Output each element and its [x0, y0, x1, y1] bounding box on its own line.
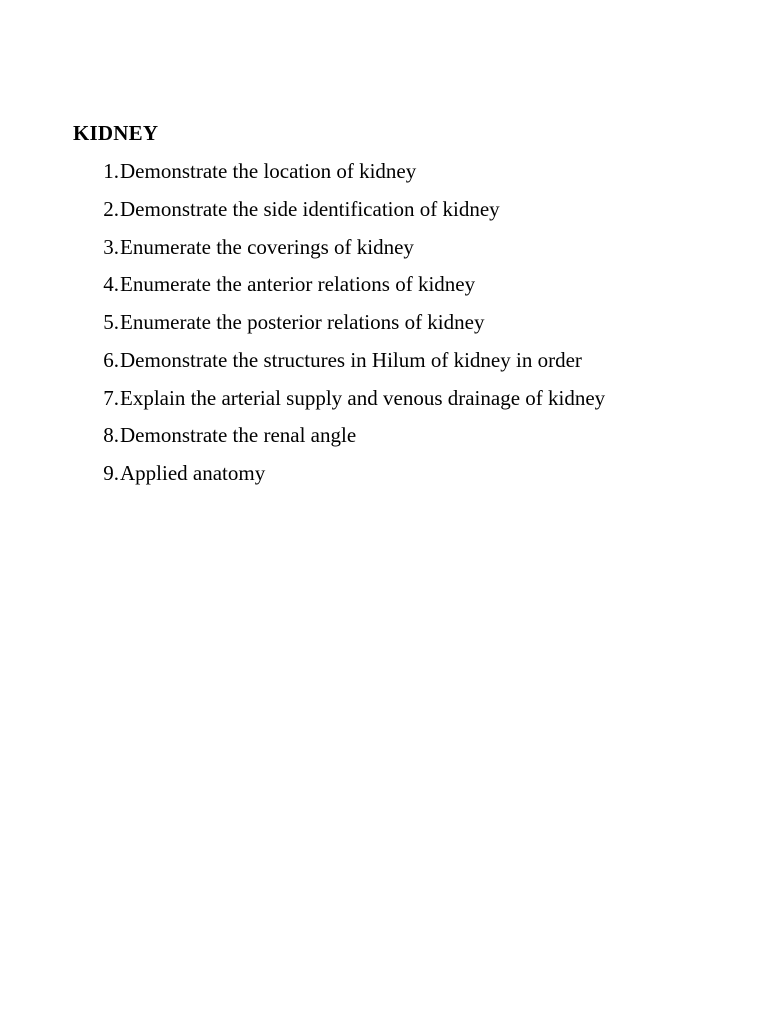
- list-item: [73, 421, 713, 459]
- list-item-number: 1.: [103, 159, 119, 183]
- list-item-text: Demonstrate the renal angle: [120, 423, 357, 448]
- list-item-number: 5.: [103, 310, 119, 334]
- list-item-text: Demonstrate the location of kidney: [120, 159, 417, 183]
- list-item: [73, 308, 713, 346]
- list-item: [73, 459, 713, 497]
- list-item-text: Demonstrate the side identification of kidney: [120, 196, 500, 221]
- list-item-text: Explain the arterial supply and venous drainage of kidney: [120, 385, 606, 410]
- list-item: [73, 233, 713, 271]
- list-item-number: 4.: [103, 272, 119, 297]
- document-content: [73, 119, 713, 497]
- list-item: [73, 270, 713, 308]
- list-item-number: 8.: [103, 423, 119, 448]
- list-item-number: 3.: [103, 234, 119, 259]
- list-item-number: 9.: [103, 461, 119, 485]
- list-item: [73, 346, 713, 384]
- list-item: [73, 195, 713, 233]
- list-item: [73, 384, 713, 422]
- list-item-text: Applied anatomy: [120, 461, 266, 485]
- list-item: [73, 157, 713, 195]
- list-item-text: Enumerate the posterior relations of kidney: [120, 310, 485, 334]
- list-item-number: 2.: [103, 196, 119, 221]
- list-item-number: 7.: [103, 385, 119, 410]
- objectives-list: [73, 157, 713, 497]
- list-item-number: 6.: [103, 347, 119, 372]
- list-item-text: Enumerate the anterior relations of kidney: [120, 272, 476, 297]
- section-heading: KIDNEY: [73, 121, 159, 145]
- list-item-text: Enumerate the coverings of kidney: [120, 234, 414, 259]
- list-item-text: Demonstrate the structures in Hilum of kidney in order: [120, 347, 582, 372]
